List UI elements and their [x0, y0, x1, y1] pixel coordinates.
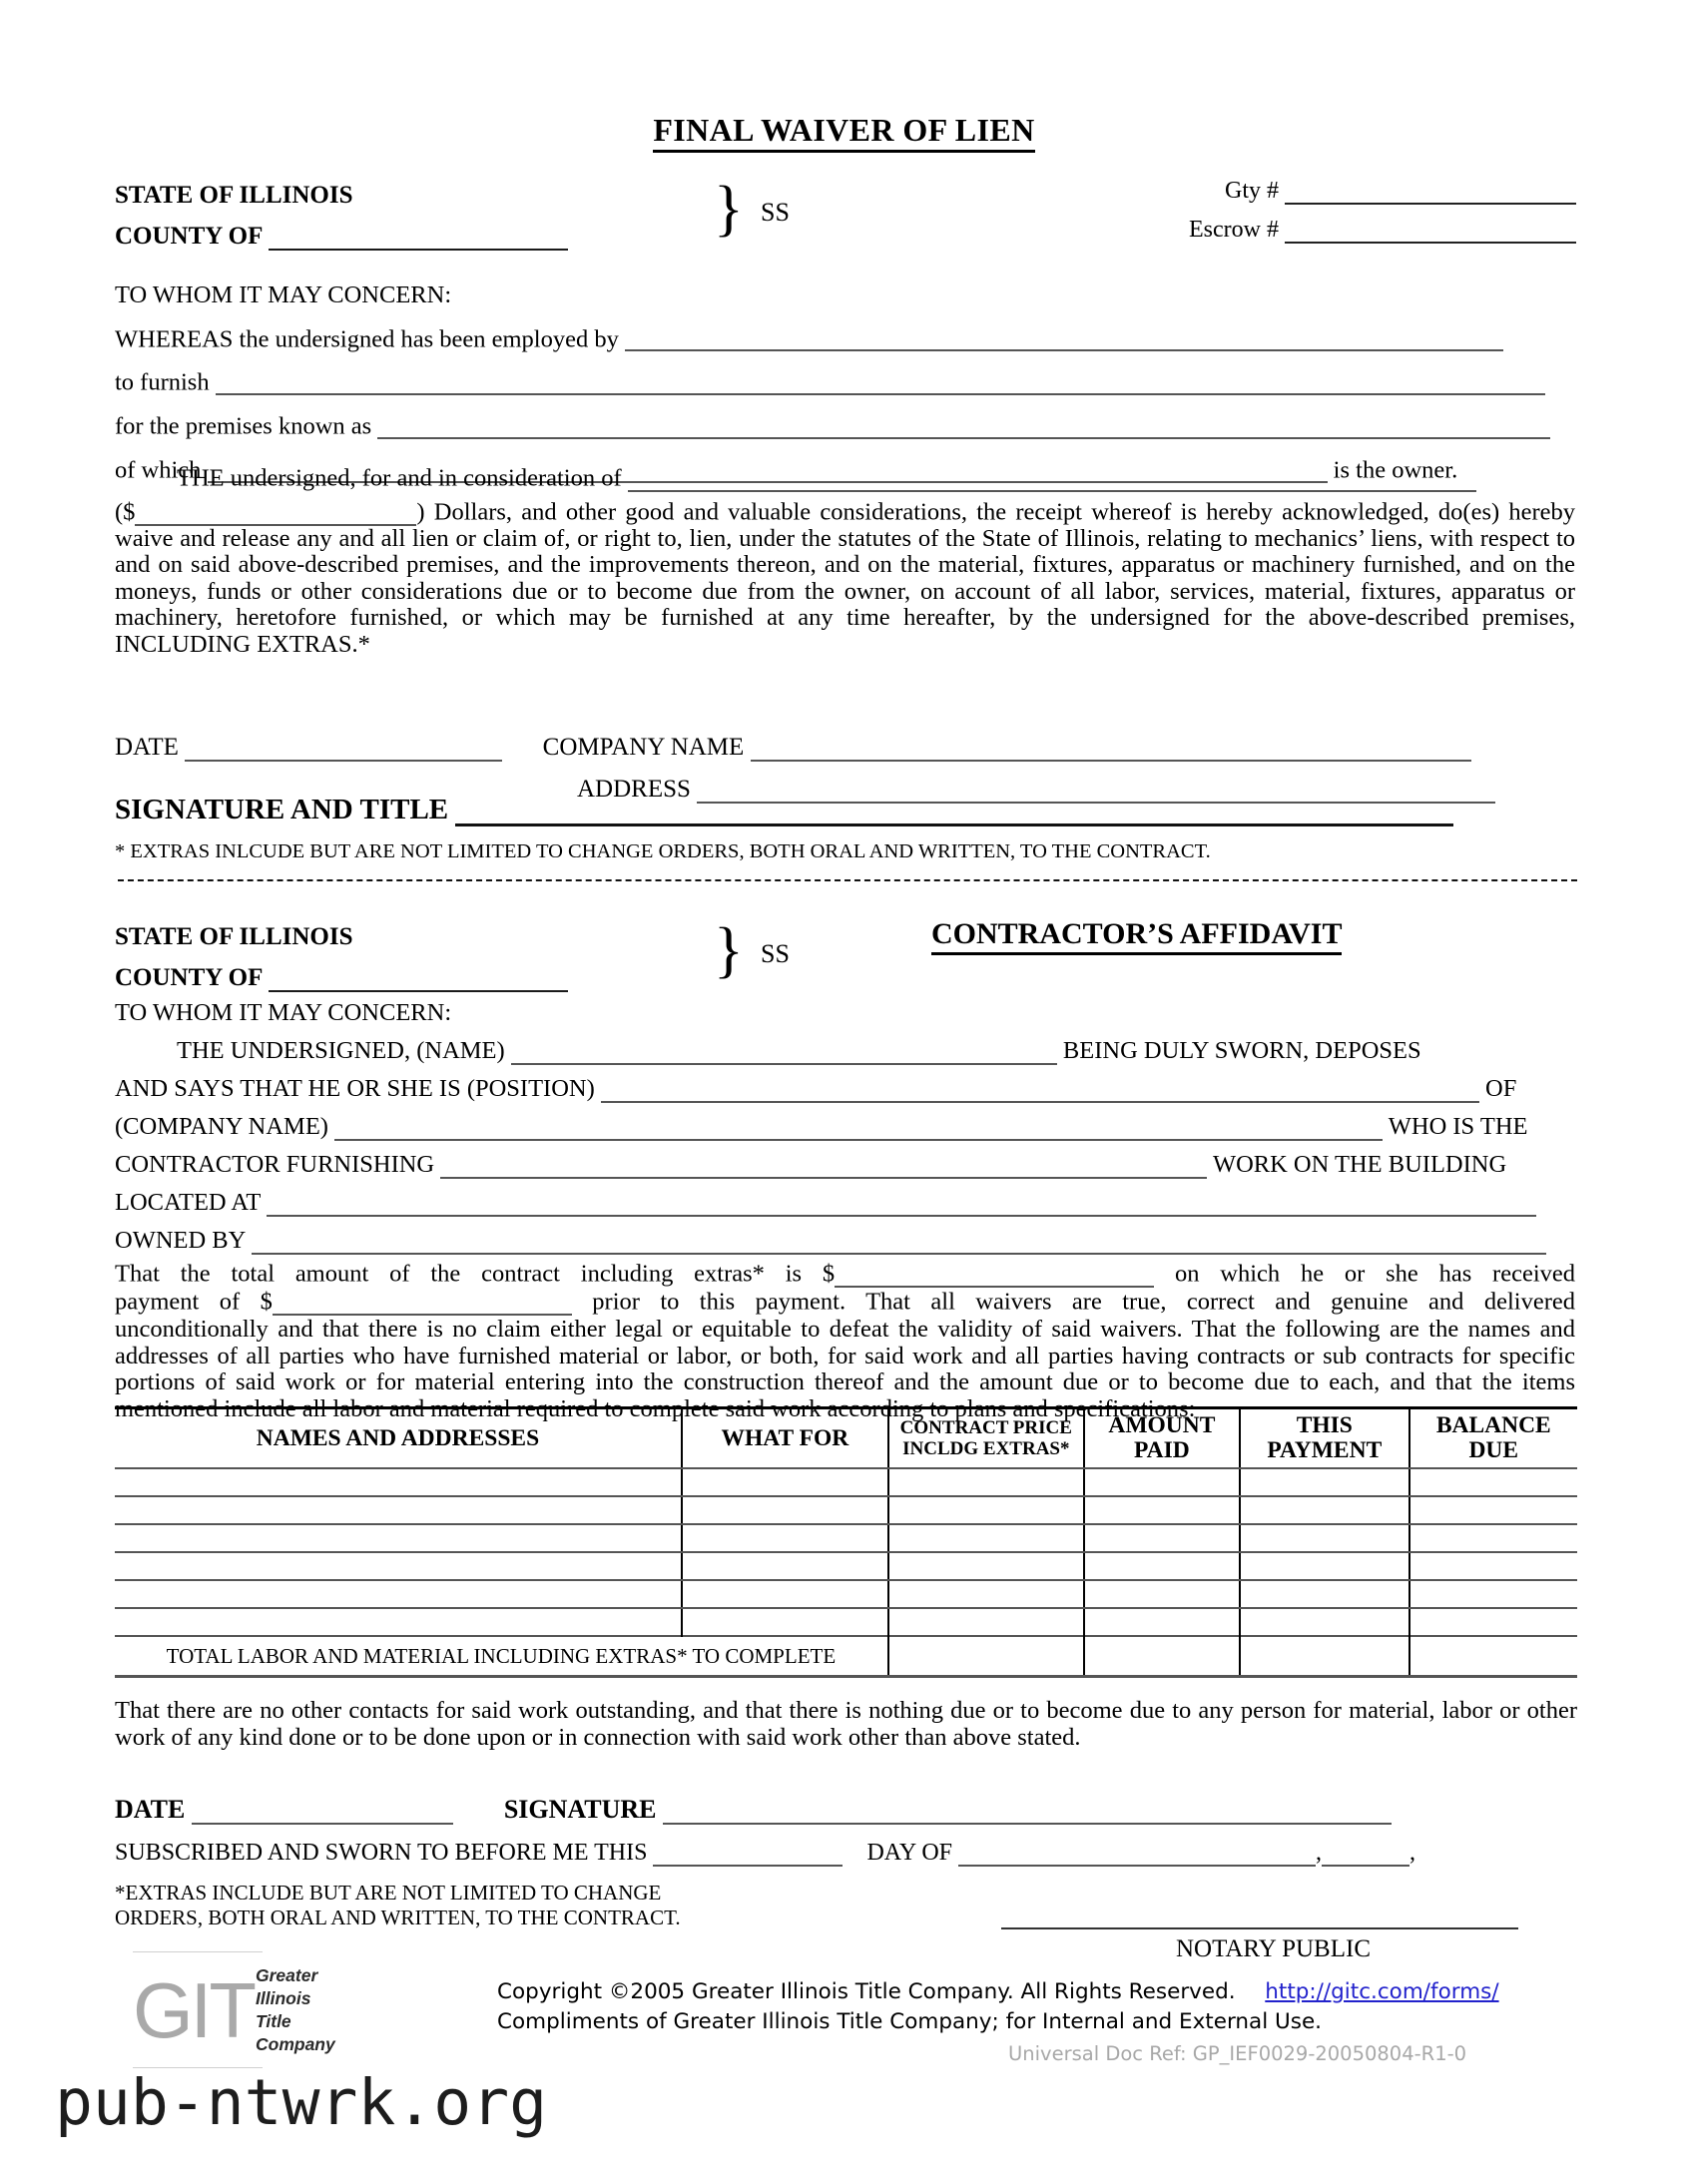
table-cell[interactable] — [888, 1552, 1084, 1580]
waiver-employed-by-input[interactable] — [625, 325, 1503, 352]
affidavit-title-text: CONTRACTOR’S AFFIDAVIT — [931, 917, 1342, 955]
waiver-consideration-row — [115, 465, 1575, 492]
affidavit-owned-by-label: OWNED BY — [115, 1227, 246, 1254]
page-title-text: FINAL WAIVER OF LIEN — [653, 112, 1034, 153]
table-col-names-addresses: NAMES AND ADDRESSES — [115, 1408, 682, 1469]
table-row[interactable] — [115, 1496, 1577, 1524]
table-cell[interactable] — [888, 1580, 1084, 1608]
waiver-extras-note: * EXTRAS INLCUDE BUT ARE NOT LIMITED TO CHANGE ORDERS, BOTH ORAL AND WRITTEN, TO THE CONTRACT. — [115, 840, 1211, 862]
gty-label: Gty # — [1225, 178, 1279, 204]
affidavit-payment-of-suffix: prior to this payment. That all waivers are true, correct and genuine and delivered — [592, 1288, 1575, 1316]
affidavit-located-at-input[interactable] — [267, 1190, 1536, 1217]
table-col-this-payment: THIS PAYMENT — [1240, 1408, 1409, 1469]
table-cell[interactable] — [1409, 1496, 1577, 1524]
affidavit-payment-of-prefix: payment of $ — [115, 1288, 273, 1316]
waiver-dollar-amount-input[interactable] — [135, 499, 416, 526]
table-row[interactable] — [115, 1580, 1577, 1608]
affidavit-total-amount-input[interactable] — [835, 1261, 1154, 1288]
table-cell[interactable] — [1240, 1552, 1409, 1580]
waiver-whereas-label: WHEREAS the undersigned has been employed by — [115, 324, 619, 352]
copyright-line-row — [497, 1977, 1499, 2007]
table-cell[interactable] — [115, 1580, 682, 1608]
table-cell[interactable] — [888, 1468, 1084, 1496]
affidavit-work-on-building-label: WORK ON THE BUILDING — [1212, 1151, 1507, 1178]
table-row[interactable] — [115, 1552, 1577, 1580]
waiver-state-label: STATE OF ILLINOIS — [115, 182, 353, 209]
affidavit-to-whom: TO WHOM IT MAY CONCERN: — [115, 999, 452, 1026]
closing-paragraph: That there are no other contacts for said work outstanding, and that there is nothing due or to become due to any person for material, labor or other work of any kind done or to be done upon or in connection with said work other than above stated. — [115, 1697, 1577, 1751]
closing-extras-note-line1: *EXTRAS INCLUDE BUT ARE NOT LIMITED TO CHANGE — [115, 1881, 662, 1905]
affidavit-owned-by-input[interactable] — [252, 1228, 1546, 1255]
table-cell[interactable] — [1240, 1580, 1409, 1608]
table-col-contract-price: CONTRACT PRICE INCLDG EXTRAS* — [888, 1408, 1084, 1469]
affidavit-state-label: STATE OF ILLINOIS — [115, 923, 353, 950]
forms-url-link[interactable]: http://gitc.com/forms/ — [1265, 1979, 1499, 2004]
affidavit-undersigned-name-label: THE UNDERSIGNED, (NAME) — [177, 1037, 505, 1064]
affidavit-total-amount-suffix: on which he or she has received — [1174, 1260, 1576, 1288]
affidavit-county-row — [115, 964, 568, 992]
escrow-label: Escrow # — [1189, 217, 1279, 243]
waiver-state-county-block — [115, 182, 568, 251]
waiver-date-company-row — [115, 734, 1471, 762]
table-cell[interactable] — [682, 1608, 888, 1636]
waiver-signature-title-row — [115, 794, 1453, 826]
table-cell[interactable] — [1409, 1608, 1577, 1636]
table-cell[interactable] — [1084, 1524, 1240, 1552]
table-cell[interactable] — [1240, 1468, 1409, 1496]
affidavit-contractor-furnishing-label: CONTRACTOR FURNISHING — [115, 1151, 435, 1178]
waiver-is-the-owner-label: is the owner. — [1333, 456, 1458, 484]
table-cell[interactable] — [888, 1608, 1084, 1636]
copyright-block — [497, 1977, 1499, 2037]
table-header-row — [115, 1408, 1577, 1469]
gitc-logo-word-4: Company — [256, 2033, 335, 2054]
table-total-cell[interactable] — [1084, 1636, 1240, 1677]
table-cell[interactable] — [115, 1496, 682, 1524]
notary-signature-line[interactable] — [1001, 1927, 1518, 1929]
escrow-row — [1189, 217, 1576, 244]
copyright-line: Copyright ©2005 Greater Illinois Title Company. All Rights Reserved. — [497, 1979, 1236, 2004]
watermark-text: pub-ntwrk.org — [55, 2066, 548, 2139]
affidavit-amount-paragraph — [115, 1261, 1575, 1288]
closing-subscribed-label: SUBSCRIBED AND SWORN TO BEFORE ME THIS — [115, 1840, 648, 1866]
gitc-logo-words — [256, 1964, 335, 2056]
waiver-premises-input[interactable] — [377, 412, 1550, 439]
closing-date-signature-row — [115, 1795, 1392, 1825]
gitc-logo-word-3: Title — [256, 2010, 291, 2031]
waiver-to-furnish-row — [115, 368, 1575, 395]
table-cell[interactable] — [1084, 1608, 1240, 1636]
waiver-signature-title-label: SIGNATURE AND TITLE — [115, 794, 449, 825]
gty-row — [1189, 178, 1576, 205]
labor-material-table — [115, 1406, 1577, 1678]
table-cell[interactable] — [1240, 1608, 1409, 1636]
affidavit-owned-by-row — [115, 1227, 1546, 1255]
waiver-dollar-open: ($ — [115, 498, 136, 526]
table-footer — [115, 1636, 1577, 1677]
table-cell[interactable] — [1409, 1552, 1577, 1580]
table-cell[interactable] — [1409, 1468, 1577, 1496]
brace-icon: } — [714, 175, 744, 243]
table-cell[interactable] — [1084, 1580, 1240, 1608]
compliments-line: Compliments of Greater Illinois Title Company; for Internal and External Use. — [497, 2009, 1323, 2034]
table-row[interactable] — [115, 1524, 1577, 1552]
page-title — [0, 112, 1688, 149]
closing-day-of-label: DAY OF — [866, 1840, 953, 1866]
waiver-consideration-label: THE undersigned, for and in consideration of — [177, 464, 622, 492]
gty-input[interactable] — [1285, 179, 1576, 205]
affidavit-ss-label: SS — [761, 939, 790, 968]
waiver-county-input[interactable] — [269, 224, 568, 252]
affidavit-name-row — [115, 1037, 1421, 1065]
universal-doc-ref: Universal Doc Ref: GP_IEF0029-20050804-R1-0 — [1008, 2042, 1467, 2065]
waiver-county-label: COUNTY OF — [115, 223, 263, 250]
affidavit-payment-paragraph — [115, 1289, 1575, 1316]
closing-day-input[interactable] — [653, 1841, 843, 1867]
gitc-logo — [133, 1951, 335, 2068]
closing-sworn-row — [115, 1840, 1415, 1867]
waiver-company-name-label: COMPANY NAME — [542, 734, 745, 761]
table-cell[interactable] — [1084, 1468, 1240, 1496]
waiver-whereas-row — [115, 325, 1575, 352]
affidavit-title — [931, 917, 1342, 951]
table-cell[interactable] — [888, 1524, 1084, 1552]
affidavit-company-name-input[interactable] — [334, 1114, 1383, 1141]
gitc-logo-mark: GIT — [133, 1965, 254, 2054]
affidavit-county-label: COUNTY OF — [115, 964, 263, 991]
table-total-cell[interactable] — [1409, 1636, 1577, 1677]
closing-year-input[interactable] — [1322, 1841, 1409, 1867]
affidavit-being-duly-sworn-label: BEING DULY SWORN, DEPOSES — [1062, 1037, 1421, 1064]
table-cell[interactable] — [115, 1552, 682, 1580]
closing-signature-input[interactable] — [663, 1796, 1392, 1825]
gitc-logo-word-2: Illinois — [256, 1987, 311, 2008]
table-row[interactable] — [115, 1468, 1577, 1496]
closing-comma-2: , — [1409, 1840, 1416, 1866]
table-cell[interactable] — [115, 1524, 682, 1552]
waiver-county-row — [115, 223, 568, 251]
waiver-of-which-label: of which — [115, 456, 202, 484]
affidavit-furnishing-row — [115, 1151, 1506, 1179]
affidavit-position-input[interactable] — [601, 1076, 1479, 1103]
table-cell[interactable] — [682, 1524, 888, 1552]
affidavit-of-word: OF — [1485, 1075, 1517, 1102]
table-cell[interactable] — [888, 1496, 1084, 1524]
closing-comma-1: , — [1316, 1840, 1323, 1866]
waiver-address-label: ADDRESS — [577, 776, 691, 803]
escrow-input[interactable] — [1285, 218, 1576, 244]
affidavit-position-row — [115, 1075, 1516, 1103]
table-cell[interactable] — [1084, 1496, 1240, 1524]
closing-month-input[interactable] — [958, 1841, 1316, 1867]
waiver-body-text: ) Dollars, and other good and valuable considerations, the receipt whereof is hereby acknowledged, do(es) hereby waive and release any and all lien or claim of, or right to, lien, under the statutes of the State of Illinois, relating to mechanics’ liens, with respect to and on said above-described premises, and the improvements thereon, and on the material, fixtures, apparatus or machinery furnished, and on the moneys, funds or other considerations due or to become due from the owner, on account of all labor, services, material, fixtures, apparatus or machinery, heretofore furnished, or which may be furnished at any time hereafter, by the undersigned for the above-described premises, INCLUDING EXTRAS.* — [115, 498, 1575, 658]
waiver-signature-title-input[interactable] — [455, 794, 1453, 826]
waiver-main-paragraph — [115, 499, 1575, 658]
affidavit-total-amount-prefix: That the total amount of the contract including extras* is $ — [115, 1260, 836, 1288]
closing-date-label: DATE — [115, 1795, 186, 1824]
waiver-to-furnish-label: to furnish — [115, 368, 210, 396]
affidavit-located-at-row — [115, 1189, 1536, 1217]
section-divider — [118, 879, 1577, 881]
affidavit-name-input[interactable] — [511, 1038, 1057, 1065]
table-row[interactable] — [115, 1608, 1577, 1636]
waiver-ss-label: SS — [761, 198, 790, 227]
table-cell[interactable] — [682, 1496, 888, 1524]
waiver-to-whom: TO WHOM IT MAY CONCERN: — [115, 281, 452, 308]
table-col-amount-paid: AMOUNT PAID — [1084, 1408, 1240, 1469]
affidavit-who-is-the-label: WHO IS THE — [1388, 1113, 1528, 1140]
closing-date-input[interactable] — [192, 1796, 453, 1825]
table-cell[interactable] — [115, 1608, 682, 1636]
affidavit-located-at-label: LOCATED AT — [115, 1189, 261, 1216]
table-body — [115, 1468, 1577, 1636]
gitc-logo-word-1: Greater — [256, 1964, 318, 1985]
affidavit-state-county-block — [115, 923, 568, 992]
affidavit-county-input[interactable] — [269, 965, 568, 993]
closing-signature-label: SIGNATURE — [503, 1795, 657, 1824]
closing-extras-note — [115, 1881, 681, 1930]
table-cell[interactable] — [1409, 1580, 1577, 1608]
table-cell[interactable] — [1409, 1524, 1577, 1552]
table-cell[interactable] — [1240, 1496, 1409, 1524]
waiver-to-furnish-input[interactable] — [216, 368, 1545, 395]
table-col-balance-due: BALANCE DUE — [1409, 1408, 1577, 1469]
table-cell[interactable] — [1240, 1524, 1409, 1552]
table-total-label: TOTAL LABOR AND MATERIAL INCLUDING EXTRAS* TO COMPLETE — [115, 1636, 888, 1677]
closing-extras-note-line2: ORDERS, BOTH ORAL AND WRITTEN, TO THE CONTRACT. — [115, 1906, 681, 1929]
affidavit-furnishing-input[interactable] — [440, 1152, 1207, 1179]
notary-public-label: NOTARY PUBLIC — [1176, 1935, 1372, 1962]
table-cell[interactable] — [115, 1468, 682, 1496]
affidavit-company-row — [115, 1113, 1528, 1141]
waiver-premises-row — [115, 412, 1575, 439]
affidavit-company-name-label: (COMPANY NAME) — [115, 1113, 328, 1140]
table-total-row — [115, 1636, 1577, 1677]
brace-icon-2: } — [714, 916, 744, 984]
table-cell[interactable] — [1084, 1552, 1240, 1580]
waiver-date-input[interactable] — [185, 735, 502, 763]
waiver-premises-label: for the premises known as — [115, 412, 372, 440]
table-total-cell[interactable] — [888, 1636, 1084, 1677]
table-cell[interactable] — [682, 1580, 888, 1608]
table-cell[interactable] — [682, 1552, 888, 1580]
table-col-what-for: WHAT FOR — [682, 1408, 888, 1469]
affidavit-body-rest-text: unconditionally and that there is no claim either legal or equitable to defeat the validity of said waivers. That the following are the names and addresses of all parties who have furnished material or labor, or both, for said work and all parties having contracts or sub contracts for specific portions of said work or for material entering into the construction thereof and the amount due or to become due to each, and that the items mentioned include all labor and material required to complete said work according to plans and specifications: — [115, 1316, 1575, 1422]
affidavit-position-label: AND SAYS THAT HE OR SHE IS (POSITION) — [115, 1075, 595, 1102]
waiver-company-name-input[interactable] — [751, 735, 1471, 763]
waiver-consideration-input[interactable] — [628, 465, 1476, 492]
table-total-cell[interactable] — [1240, 1636, 1409, 1677]
table-cell[interactable] — [682, 1468, 888, 1496]
gty-escrow-block — [1189, 178, 1576, 256]
affidavit-payment-of-input[interactable] — [273, 1289, 572, 1316]
waiver-date-label: DATE — [115, 734, 179, 761]
